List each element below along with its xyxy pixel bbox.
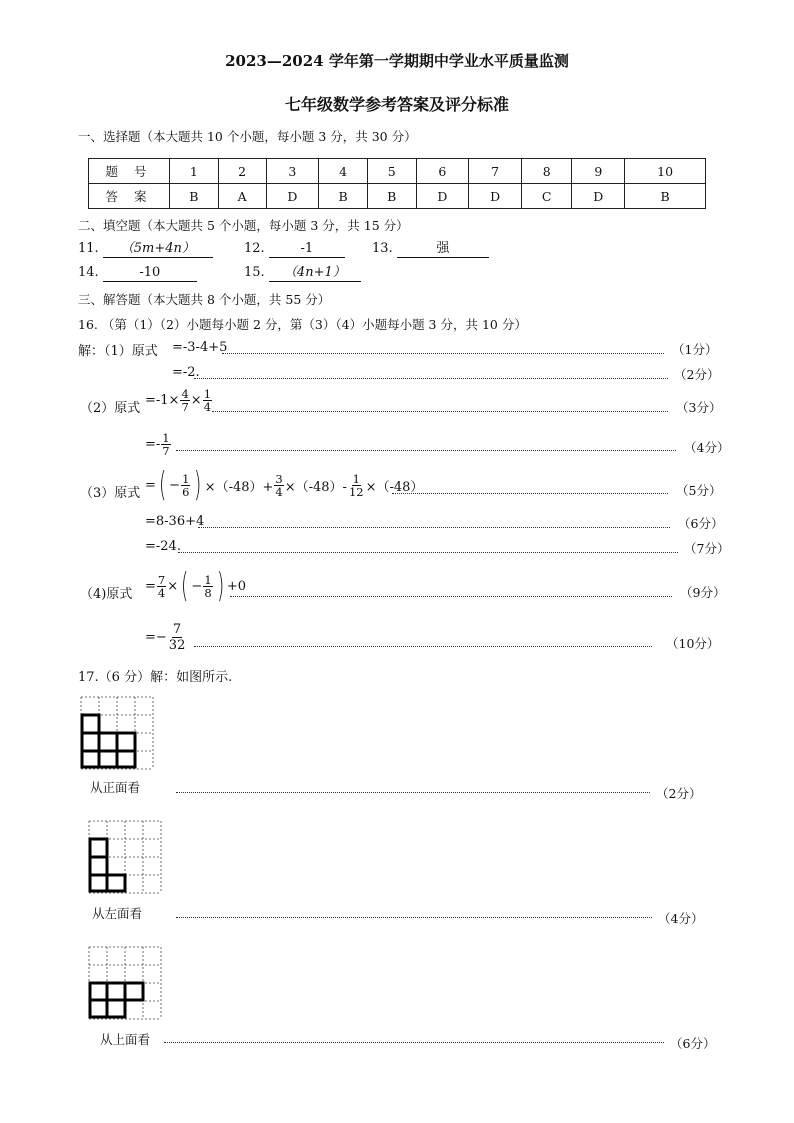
dotted-leader <box>392 493 668 494</box>
fraction <box>181 473 190 498</box>
q16-part1-line1: =-3-4+5 <box>172 340 228 355</box>
fraction <box>161 432 170 457</box>
numerator: 4 <box>181 387 189 401</box>
table-cell: B <box>625 184 706 209</box>
table-row-answers <box>89 184 706 209</box>
score-10: （10分） <box>666 636 720 651</box>
denominator: 12 <box>348 484 364 499</box>
q16-part3-expr <box>145 465 424 505</box>
score-9: （9分） <box>680 585 726 600</box>
right-paren: ) <box>216 566 224 606</box>
top-view-figure <box>88 946 164 1020</box>
view-label-left: 从左面看 <box>92 906 143 921</box>
fill-item-14 <box>78 265 197 282</box>
row-label-answer: 答 案 <box>89 184 170 209</box>
q16-part3-line3: =-24. <box>145 539 181 554</box>
table-cell: D <box>572 184 625 209</box>
dotted-leader <box>178 552 678 553</box>
item-answer: （5m+4n） <box>103 241 213 258</box>
numerator: 1 <box>203 387 212 401</box>
expr-text: =-1× <box>145 393 180 408</box>
section3-heading: 三、解答题（本大题共 8 个小题，共 55 分） <box>78 292 331 307</box>
dotted-leader <box>176 450 676 451</box>
numerator: 1 <box>182 471 190 486</box>
score-6: （6分） <box>678 516 724 531</box>
score-7: （7分） <box>684 541 730 556</box>
item-number: 11. <box>78 241 99 256</box>
item-number: 14. <box>78 265 99 280</box>
q16-part2-result <box>145 432 172 457</box>
item-number: 13. <box>372 241 393 256</box>
dotted-leader <box>212 411 668 412</box>
exam-title: 2023—2024 学年第一学期期中学业水平质量监测 <box>225 52 569 70</box>
score-2: （2分） <box>674 367 720 382</box>
table-cell: 4 <box>319 159 368 184</box>
expr-text: ×（-48）+ <box>204 479 274 495</box>
expr-text: = <box>145 578 156 594</box>
fill-item-11 <box>78 241 213 258</box>
expr-text: ×（-48）- <box>284 479 347 495</box>
score-1: （1分） <box>672 342 718 357</box>
expr-text: − <box>169 477 181 493</box>
table-cell: A <box>218 184 266 209</box>
item-answer: 强 <box>397 241 489 258</box>
denominator: 4 <box>275 484 283 499</box>
table-cell: 6 <box>416 159 469 184</box>
left-paren: ( <box>158 465 167 505</box>
dotted-leader <box>230 596 672 597</box>
numerator: 1 <box>352 471 360 486</box>
table-cell: D <box>469 184 522 209</box>
denominator: 8 <box>204 585 212 600</box>
table-cell: 2 <box>218 159 266 184</box>
item-answer: （4n+1） <box>269 265 361 282</box>
q16-part3-line2: =8-36+4 <box>145 514 205 529</box>
fill-item-13 <box>372 241 489 258</box>
expr-text: ×（-48） <box>365 479 424 495</box>
q16-heading: 16. （第（1）（2）小题每小题 2 分，第（3）（4）小题每小题 3 分，共 10 分） <box>78 317 527 332</box>
expr-text: +0 <box>226 578 247 594</box>
item-answer: -1 <box>269 241 345 258</box>
dotted-leader <box>194 646 652 647</box>
table-cell: 9 <box>572 159 625 184</box>
fraction <box>203 574 212 599</box>
expr-text: × <box>190 393 202 408</box>
numerator: 1 <box>204 572 212 587</box>
expr-text: − <box>191 578 203 594</box>
denominator: 32 <box>168 638 186 653</box>
section1-heading: 一、选择题（本大题共 10 个小题，每小题 3 分，共 30 分） <box>78 129 417 144</box>
fraction <box>180 388 189 413</box>
q16-part4-result <box>145 622 187 653</box>
dotted-leader <box>198 527 670 528</box>
table-cell: 1 <box>170 159 219 184</box>
denominator: 4 <box>157 585 166 600</box>
expr-text: =- <box>145 437 161 452</box>
numerator: 7 <box>172 622 182 637</box>
fraction <box>274 473 283 498</box>
front-view-figure <box>80 696 156 770</box>
denominator: 7 <box>181 400 189 414</box>
dotted-leader <box>222 353 664 354</box>
q16-part1-line2: =-2. <box>172 365 200 380</box>
table-cell: 3 <box>266 159 319 184</box>
score-4: （4分） <box>684 440 730 455</box>
q17-heading: 17.（6 分）解：如图所示. <box>78 670 233 685</box>
exam-subtitle: 七年级数学参考答案及评分标准 <box>284 95 509 114</box>
section2-heading: 二、填空题（本大题共 5 个小题，每小题 3 分，共 15 分） <box>78 218 409 233</box>
table-cell: 7 <box>469 159 522 184</box>
answer-table <box>88 158 706 209</box>
q16-part2-label: （2）原式 <box>80 401 141 416</box>
fraction <box>348 473 365 498</box>
score-view-front: （2分） <box>656 786 702 801</box>
numerator: 7 <box>157 572 166 587</box>
right-paren: ) <box>194 465 202 505</box>
fraction <box>168 622 187 653</box>
table-cell: 5 <box>367 159 416 184</box>
view-label-top: 从上面看 <box>100 1032 151 1047</box>
score-view-top: （6分） <box>670 1036 716 1051</box>
table-cell: C <box>521 184 572 209</box>
q16-part1-label: 解：（1）原式 <box>78 344 158 359</box>
fraction <box>203 388 212 413</box>
table-cell: B <box>319 184 368 209</box>
score-view-left: （4分） <box>658 911 704 926</box>
q16-part2-expr <box>145 388 213 413</box>
q16-part3-label: （3）原式 <box>80 486 141 501</box>
expr-text: =− <box>145 630 167 645</box>
numerator: 3 <box>275 471 283 486</box>
view-label-front: 从正面看 <box>90 780 141 795</box>
dotted-leader <box>176 792 650 793</box>
table-cell: D <box>416 184 469 209</box>
table-cell: B <box>367 184 416 209</box>
dotted-leader <box>194 378 668 379</box>
dotted-leader <box>176 917 652 918</box>
expr-text: = <box>145 477 156 493</box>
expr-text: × <box>167 578 179 594</box>
table-cell: B <box>170 184 219 209</box>
item-number: 15. <box>244 265 265 280</box>
table-cell: D <box>266 184 319 209</box>
q16-part4-label: （4)原式 <box>80 587 133 602</box>
dotted-leader <box>164 1042 664 1043</box>
row-label-question: 题 号 <box>89 159 170 184</box>
score-3: （3分） <box>676 400 722 415</box>
fraction <box>157 574 166 599</box>
numerator: 1 <box>162 431 170 445</box>
item-answer: -10 <box>103 265 197 282</box>
denominator: 7 <box>162 444 170 458</box>
table-cell: 8 <box>521 159 572 184</box>
item-number: 12. <box>244 241 265 256</box>
denominator: 6 <box>182 484 190 499</box>
denominator: 4 <box>203 400 212 414</box>
left-view-figure <box>88 820 164 894</box>
score-5: （5分） <box>676 483 722 498</box>
left-paren: ( <box>181 566 189 606</box>
table-cell: 10 <box>625 159 706 184</box>
fill-item-15 <box>244 265 361 282</box>
fill-item-12 <box>244 241 345 258</box>
table-row-numbers <box>89 159 706 184</box>
